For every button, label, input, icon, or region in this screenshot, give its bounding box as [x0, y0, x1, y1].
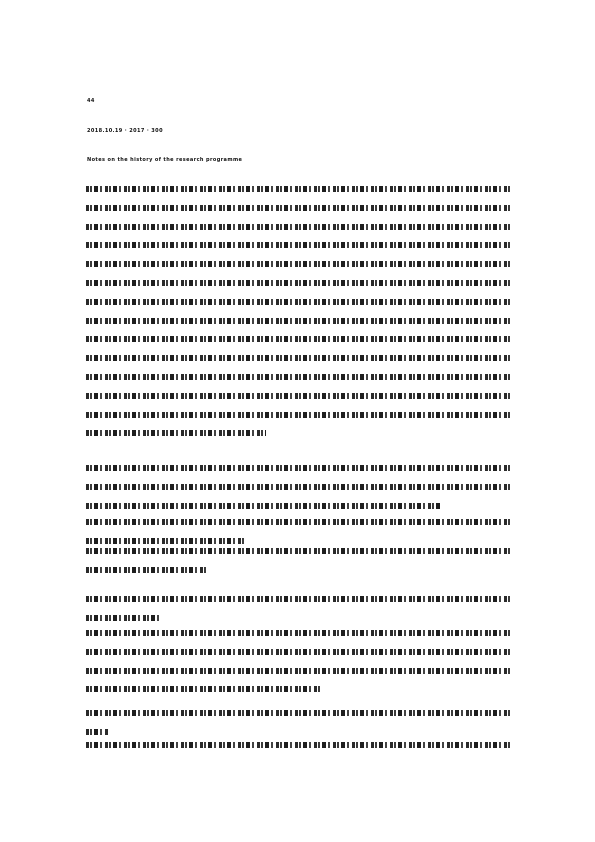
- text-line: [86, 567, 206, 573]
- section-heading: Notes on the history of the research programme: [87, 157, 243, 163]
- text-line: [86, 503, 441, 509]
- text-line: [86, 374, 511, 380]
- text-line: [86, 729, 108, 735]
- page-number: 44: [87, 98, 95, 104]
- text-line: [86, 186, 511, 192]
- text-line: [86, 668, 511, 674]
- text-line: [86, 336, 511, 342]
- text-line: [86, 355, 511, 361]
- text-line: [86, 538, 246, 544]
- text-line: [86, 742, 511, 748]
- text-line: [86, 224, 511, 230]
- paragraph-4: [86, 548, 511, 586]
- text-line: [86, 484, 511, 490]
- text-line: [86, 412, 511, 418]
- text-line: [86, 649, 511, 655]
- text-line: [86, 318, 511, 324]
- text-line: [86, 548, 511, 554]
- paragraph-1: [86, 186, 511, 449]
- text-line: [86, 710, 511, 716]
- text-line: [86, 430, 266, 436]
- text-line: [86, 615, 161, 621]
- text-line: [86, 280, 511, 286]
- text-line: [86, 242, 511, 248]
- date-meta-line: 2018.10.19 · 2017 · 300: [87, 128, 163, 134]
- text-line: [86, 205, 511, 211]
- text-line: [86, 299, 511, 305]
- paragraph-6: [86, 630, 511, 705]
- text-line: [86, 261, 511, 267]
- text-line: [86, 630, 511, 636]
- paragraph-8: [86, 742, 511, 761]
- paragraph-2: [86, 465, 511, 521]
- text-line: [86, 519, 511, 525]
- text-line: [86, 596, 511, 602]
- text-line: [86, 393, 511, 399]
- text-line: [86, 465, 511, 471]
- paragraph-5: [86, 596, 511, 634]
- text-line: [86, 686, 321, 692]
